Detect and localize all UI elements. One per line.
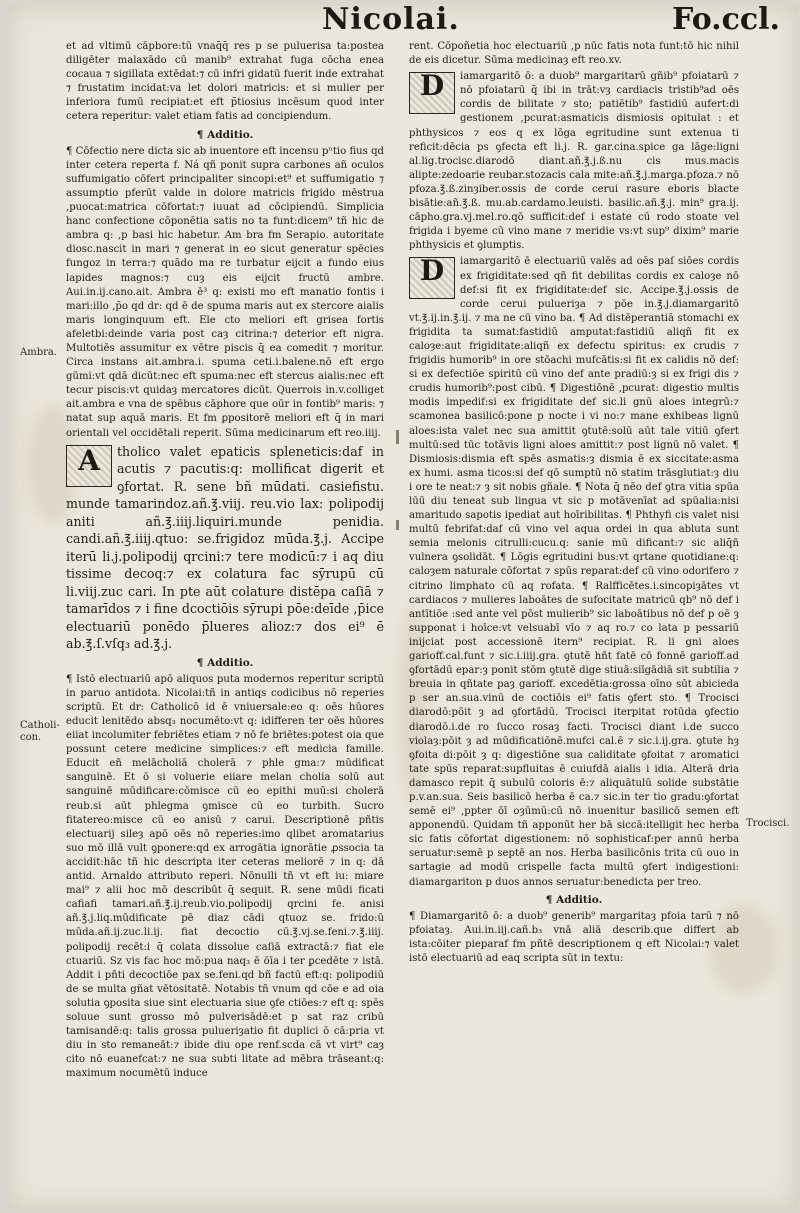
right-paragraph-diamargariton-2: [409, 255, 739, 889]
decorated-initial: [66, 445, 112, 487]
left-column: [66, 40, 384, 1083]
initial-letter: D: [419, 69, 445, 103]
left-paragraph-2: ¶ Cōfectio nere dicta sic ab inuentore eft incensu pⁿtio fius qd inter cetera reperta f. Ná qñ ponit supra carbones añ oculos suffumigatio cōfert principaliter sincopi:et⁹ et suffumigatio ⁊ assumptio pferūt valde in dolore matricis frigido mēstrua ,puocat:matrica cōfortat:⁊ iuuat ad cōcipiendū. Simplicia hanc confectione cōponētia satis no ta funt:dicem⁹ tñ hic de ambra q: ,p basi hic habetur. Am bra fm Serapio. autoritate diosc.nascit in mari ⁊ generat in eo sicut generatur spēcies fungoz in terra:⁊ quādo ma re turbatur eijcit a fundo eius lapides magnos:⁊ cuȝ eis eijcit fructū ambre. Aui.in.ij.cano.ait. Ambra ē³ q: existi mo eft manatio fontis i mari:illo ,p̄o qd dr: qd ē de spuma maris aut ex stercore aialis maris longinquum eft. Ele cto meliori eft grisea fortis afeletbi:deinde varia post caȝ citrina:⁊ deterior eft nigra. Multotiēs assumitur ex vētre piscis q̄ ea comedit ⁊ moritur. Circa instans ait.ambra.i. spuma ceti.i.balene.nō eft ergo gūmi:vt qdā dicūt:nec eft spuma:nec eft stercus aialis:nec eft tecur piscis:vt quidaȝ mercatores dicūt. Querrois in.v.colliget ait.ambra e vna de spēbus cāphore que oūr in fontib⁹ maris: ⁊ natat sup aquā maris. Et fm ꝑpositorē meliori eft q̄ in mari orientali vel occidētali reperit. Sūma medicinarum eft reo.iiij.: [66, 145, 384, 439]
left-paragraph-catholicon: [66, 443, 384, 653]
decorated-initial: [409, 254, 455, 299]
margin-note-catholicon: [20, 720, 60, 744]
decorated-initial: [409, 69, 455, 114]
folio-number: Fo.ccl.: [672, 2, 780, 37]
margin-note-catholicon-line1: Catholi-: [20, 720, 60, 731]
gutter-mark: [396, 520, 399, 530]
left-paragraph-3: tholico valet epaticis spleneticis:daf in acutis ⁊ pacutis:q: mollificat digerit et ꝯfortat. R. sene bñ mūdati. casiefistu. munde tamarindoz.añ.℥.viij. reu.vio lax: polipodij aniti añ.℥.iiij.liquiri.munde penidia. candi.añ.℥.iiij.qtuo: se.frigidoz mūda.℥.j. Accipe iterū li.j.polipodij qrcini:⁊ tere modicū:⁊ i aq diu tissime decoq:⁊ ex colatura fac sȳrupū cū li.viij.zuc cari. In pte aūt colature distēpa caſiā ⁊ tamarīdos ⁊ i fine dcoctiōis sȳrupi pōe:deīde ,p̄ice electuariū ponēdo p̄lueres alioz:⁊ dos ei⁹ ē ab.℥.ſ.vſq₃ ad.℥.j.: [66, 443, 384, 652]
right-column: [409, 40, 739, 968]
right-paragraph-1: rent. Cōpoñetia hoc electuariū ,p nūc fatis nota funt:tō hic nihil de eis dicetur. Sūma medicinaȝ eft reo.xv.: [409, 41, 739, 67]
initial-letter: A: [78, 443, 100, 477]
right-paragraph-3: iamargaritō ē electuariū valēs ad oēs paſ siōes cordis ex frigiditate:sed qñ fit debilitas cordis ex caloȝe nō def:si fit ex frigiditate:def sic. Accipe.℥.j.ossis de corde cerui pulueriȝa ⁊ pōe in.℥.j.diamargaritō vt.℥.ij.in.℥.ij. ⁊ ma ne cū vino ba. ¶ Ad distēperantiā stomachi ex frigidita ta sumat:fastidiū amputat:fastidiū aliqñ fit ex caloȝe:aut frigiditate:aliqñ ex defectu spiritus: ex crudis ⁊ frigidis humorib⁹ in ore stōachi mufcātis:si fit ex calidis nō def: si ex defectiōe spiritū cū vino def ante pradiū:ȝ si ex frigi dis ⁊ crudis humorib⁹:post cibū. ¶ Digestiōnē ,pcurat: digestio multis modis impedif:si ex frigiditate def sic.li gnū aloes integrū:⁊ scamonea basilicō:pone p nocte i vi no:⁊ mane exhibeas lignū aloes:ista valet nec sua amittit ꝯtutē:solū aūt tale vitiū ꝯfert multū:sed tūc totāvis ligni aloes amittit:⁊ post lignū nō valet. ¶ Dismiosis:dismia eft spēs asmatis:ȝ dismia ē ex siccitate:asma ex humi. asma ticos:si def qō sumptū nō statim trāsglutiat:ȝ diu i ore te neat:⁊ ȝ sit nobis gñale. ¶ Nota q̄ nēo def ꝯtra vitia spūa lūū diu teneat sub lingua vt sic p motāvenīat ad spūalia:nisi amaritudo sapotis ipediat aut hoīribilitas. ¶ Phthyfi cis valet nisi multū febrifat:daf cū vino vel aqua ordei in qua abluta sunt semia melonis citrulli:cucu.q: sanie mū dificant:⁊ sic aliq̄ñ vulnera ꝯsolidāt. ¶ Lōgis egritudini bus:vt qrtane quotidiane:q: caloȝem naturale cōfortat ⁊ spūs reparat:def cū vino odorifero ⁊ citrino limphato cū aq rofata. ¶ Ralfficētes.i.sincopiȝātes vt cardiacos ⁊ mulieres laboātes de sufocitate matricū qb⁹ nō def i antītiōe :sed ante vel pōst mulierib⁹ sic laboātibus nō def p oē ȝ supponat i hoīce:vt velsuabī vīo ⁊ aq ro.⁊ co lata p pessariū inijciat post accessionē itern⁹ recipiat. R. li gni aloes garioff.cal.funt ⁊ sic.i.iiij.gra. ꝯtutē hñt fatē cō fonnē garioff.ad ꝯfortādū epar:ȝ ponit stōm ꝯtutē dige stiuā:siīgādiā sit subtilia ⁊ breuia in qñtate paȝ garioff. excedētia:grossa oīno sūt abicieda p ser an.sua.vinū de coctiōis ei⁹ fatis ꝯfert sto. ¶ Trocisci diarodō:pōit ȝ ad ꝯfortādū. Trocisci iterpitat rotūda ꝯfectio diarodō.i.de ro ſucco rosaȝ facti. Trocisci diant i.de succo violaȝ:pōit ȝ ad mūdificatiōnē.mufci cal.ē ⁊ sic.i.ij.gra. ꝯtute hȝ ꝯfoita di:pōit ȝ q: digestiōne sua caliditate ꝯfoitat ⁊ aromatici tate spūs reparat:supfluitas ē cuiufdā aialis i idia. Alterā dria damasco repit q̄ subulū coloris ē:⁊ aliquātulū solide substātie p.v.an.sua. Seis basilicō herba ē ca.⁊ sic.in ter tio gradu:ꝯfortat semē ei⁹ ,ppter ōī oȝūmū:cū nō inuenitur basilicō semen eft apponendū. Quidam tñ apponūt her bā siccā:itelligit hec herba sic fatis cōfortat digestionem: nō sophisticaf:per annū herba seruatur:semē p septē an nos. Herba basilicōnis trita cū ouo in sartagie ad modū crispelle facta multū ꝯfert indigestioni: diamargariton p duos annos seruatur:benedicta per treo.: [409, 256, 739, 888]
right-paragraph-diamargariton: [409, 70, 739, 253]
margin-note-ambra: Ambra.: [20, 347, 58, 358]
right-paragraph-4: ¶ Diamargaritō ō: a duob⁹ generib⁹ margaritaȝ pfoia tarū ⁊ nō pfoiataȝ. Aui.in.iij.cañ.b₃ vnā aliā describ.que differt ab ista:cōiter pieparaf fm pñtē descriptionem q eft Nicolai:⁊ valet istō electuariū ad eaq scripta sūt in textu:: [409, 910, 739, 964]
right-heading-additio: ¶ Additio.: [545, 893, 603, 906]
initial-letter: D: [419, 254, 445, 288]
left-paragraph-1: et ad vltimū cāpbore:tū vnaq̄q̄ res p se puluerisa ta:postea diligēter malaxādo cū manib⁹ extrahat fuga cōcha enea cocaua ⁊ sigillata extēdat:⁊ cū infri gidatū fuerit inde extrahat ⁊ frustatim incidat:va let dolori matricis: et si mulier per inferiora fumū recipiat:et eft p̄tiosius incēsum quod inter cetera reperitur: valet etiam fatis ad concipiendum.: [66, 41, 384, 123]
margin-note-catholicon-line2: con.: [20, 732, 42, 743]
left-heading-additio-1: ¶ Additio.: [196, 128, 254, 141]
left-heading-additio-2: ¶ Additio.: [196, 656, 254, 669]
gutter-mark: [396, 430, 399, 444]
right-paragraph-2: iamargaritō ō: a duob⁹ margaritarū gñib⁹ pfoiatarū ⁊ nō pfoiatarū q̄ ibi in trāt:vȝ cardiacis tristib⁹ad oēs cordis de bilitate ⁊ sto; patiētib⁹ fastidiū aufert:di gestionem ,pcurat:asmaticis dismiosis opitulat : et phthysicos ⁊ eos q ex lōga egritudine sunt extenua ti reficit:dēcia ps ꝯfecta eft li.j. R. gar.cina.spice ga lāge:ligni al.lig.trocisc.diarodō diant.añ.℥.j.ß.nu cis mus.macis alipte:zedoarie reubar.stozacis cala mite:añ.℥.j.marga.pfoza.⁊ nō pfoza.℥.ß.zinȝiber.ossis de corde cerui rasure eboris blacte bisātie:añ.℥.ß. mu.ab.cardamo.leuisti. basilic.añ.℥.j. min⁹ gra.ij. cāpho.gra.vj.mel.ro.qō sufficit:def i estate cū rodo stoate vel frigida i byeme cū vino mane ⁊ meridie vs:vt sup⁹ dixim⁹ marie phthysicis et ꝯlumptis.: [409, 71, 739, 252]
left-paragraph-4: ¶ Istō electuariū apō aliquos puta modernos reperitur scriptū in paruo antidota. Nicolai:tñ in antiqs codicibus nō reperies scriptū. Et dr: Catholicō id ē vniuersale:eo q: oēs hūores educit lenitēdo absq₃ nocumēto:vt q: idifferen ter oēs hūores eiiat incolumiter febriētes etiam ⁊ nō fe briētes:potest oia que possunt cetere medicine simplices:⁊ eft medicia famille. Educit eñ melācholiā cholerā ⁊ phle gma:⁊ mūdificat sanguinē. Et ō si voluerie eiiare melan cholia solū aut sanguinē mūdificare:cōmisce cū eo epithi muū:si cholerā reub.si aūt phlegma ꝯmisce cū eo turbith. Sucro fitatereo:misce cū eo anisū ⁊ carui. Descriptionē pñtis electuarij sileȝ apō oēs nō reperies:imo qlibet aromatarius suo mō illā vult ꝯponere:qd ex arrogātia ignorātie ꝓssocia ta accidit:hāc tñ hic descripta iter ceteras meliorē ⁊ in q: dā antid. Arnaldo attributo reperi. Nōnulli tñ vt eft iu: miare mai⁹ ⁊ alii hoc mō describūt q̄ sequit. R. sene mūdi ficati cafiafi tamari.añ.℥.ij.reub.vio.polipodij qrcini fe. anisi añ.℥.j.liq.mūdificate pē diaz cādi qtuoz se. frido:ū mūda.añ.ij.zuc.li.ij. fiat decoctio cū.℥.vj.se.feni.⁊.℥.iiij. polipodij recēt:i q̄ colata dissolue caſiā extractā:⁊ fiat ele ctuariū. Sz vis fac hoc mō:pua naq₃ ē ōīa i ter ꝑcedēte ⁊ istā. Addit i pñti decoctiōe pax se.feni.qd bñ factū eft:q: polipodiū de se multa gñat vētositatē. Notabis tñ vnum qd cōe e ad oia solutia ꝯposita siue sint electuaria siue ꝯfe ctiōes:⁊ eft q: spēs soluue sunt grosso mō pulverisādē:et p sat raz cribū tamisandē:q: talis grossa pulueriȝatio fit duplici ō cā:pria vt diu in sto remaneāt:⁊ ibide diu ope renf.scda cā vt virt⁹ caȝ cito nō euanefcat:⁊ ne sua subti litate ad mēbra trāseant:q: maximum nocumētū induce: [66, 673, 384, 1080]
margin-note-trocisci: Trocisci.: [746, 818, 790, 829]
running-head-title: Nicolai.: [322, 2, 460, 37]
running-head: [300, 2, 780, 38]
